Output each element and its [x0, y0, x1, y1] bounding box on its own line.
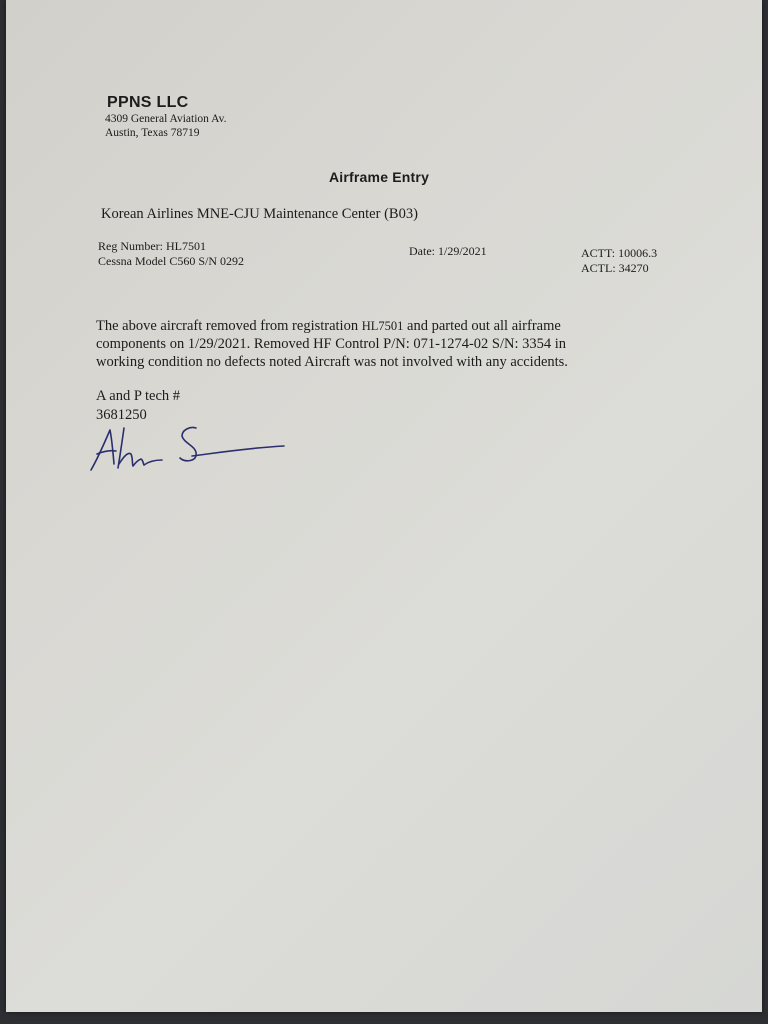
- entry-body-line1: [96, 317, 656, 335]
- company-name: PPNS LLC: [107, 94, 189, 111]
- company-address-line2: Austin, Texas 78719: [105, 127, 200, 139]
- maintenance-center: Korean Airlines MNE-CJU Maintenance Center (B03): [101, 206, 418, 222]
- entry-body-line1-suffix: and parted out all airframe: [403, 318, 561, 334]
- document-title: Airframe Entry: [329, 169, 430, 185]
- aircraft-model-serial: Cessna Model C560 S/N 0292: [98, 254, 245, 268]
- entry-body-registration: HL7501: [361, 319, 404, 333]
- document-sheet: [6, 0, 762, 1012]
- entry-body: [96, 317, 656, 371]
- company-address-line1: 4309 General Aviation Av.: [105, 113, 227, 125]
- entry-body-line2: components on 1/29/2021. Removed HF Control P/N: 071-1274-02 S/N: 3354 in: [96, 336, 567, 352]
- tech-label: A and P tech #: [96, 388, 181, 404]
- signature: [86, 418, 296, 478]
- entry-body-line1-prefix: The above aircraft removed from registration: [96, 318, 362, 334]
- actl-value: ACTL: 34270: [581, 261, 649, 275]
- tech-number: 3681250: [96, 407, 147, 423]
- actt-value: ACTT: 10006.3: [581, 246, 658, 260]
- entry-body-line3: working condition no defects noted Aircraft was not involved with any accidents.: [96, 354, 568, 370]
- reg-number: Reg Number: HL7501: [98, 239, 206, 253]
- entry-date: Date: 1/29/2021: [409, 244, 487, 258]
